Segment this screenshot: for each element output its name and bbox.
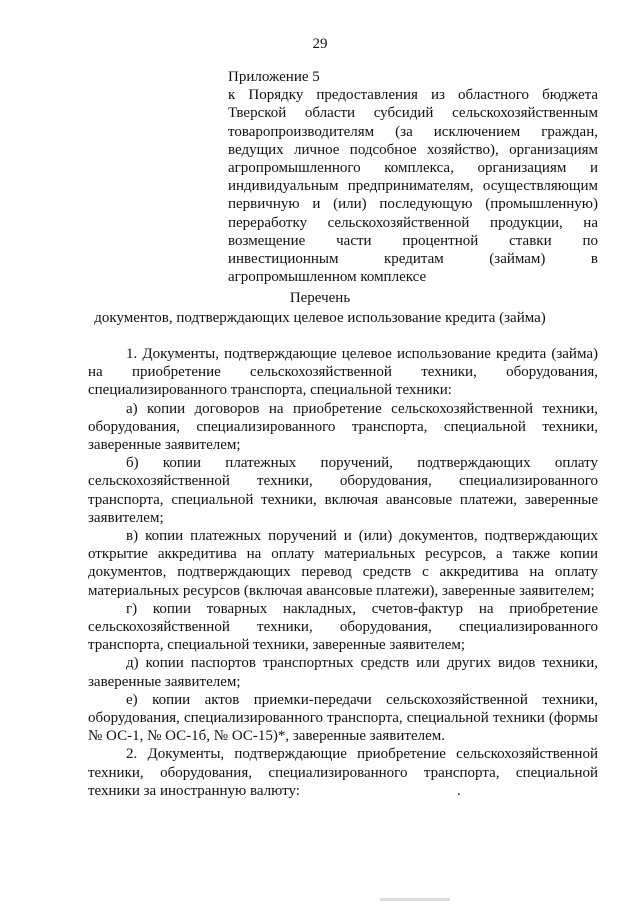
item-1b: б) копии платежных поручений, подтверждающих оплату сельскохозяйственной техники, оборудования, специализированного транспорта, специальной техники, включая авансовые платежи, заверенные заявителем;: [88, 455, 598, 526]
appendix-title: Приложение 5: [228, 69, 320, 85]
item-1d: д) копии паспортов транспортных средств или других видов техники, заверенные заявителем;: [88, 655, 598, 690]
list-title: Перечень: [289, 290, 351, 306]
page-number: 29: [312, 36, 328, 52]
item-1g: г) копии товарных накладных, счетов-фактур на приобретение сельскохозяйственной техники, оборудования, специализированного транспорта, специальной техники, заверенные заявителем;: [88, 600, 598, 654]
item-1e: е) копии актов приемки-передачи сельскохозяйственной техники, оборудования, специализированного транспорта, специальной техники (формы № ОС-1, № ОС-1б, № ОС-15)*, заверенные заявителем.: [88, 691, 598, 745]
appendix-text: к Порядку предоставления из областного бюджета Тверской области субсидий сельскохозяйственным товаропроизводителям (за исключением граждан, ведущих личное подсобное хозяйство), организациям агропромышленного комплекса, организациям и индивидуальным предпринимателям, осуществляющим первичную и (или) последующую (промышленную) переработку сельскохозяйственной продукции, на возмещение части процентной ставки по инвестиционным кредитам (займам) в агропромышленном комплексе: [228, 87, 598, 286]
appendix-block: [228, 68, 598, 286]
item-2: 2. Документы, подтверждающие приобретение сельскохозяйственной техники, оборудования, специализированного транспорта, специальной техники за иностранную валюту:: [88, 746, 598, 799]
scan-smudge: [380, 898, 450, 901]
list-subtitle: документов, подтверждающих целевое использование кредита (займа): [94, 310, 546, 326]
stray-mark: .: [457, 783, 461, 799]
item-1a: а) копии договоров на приобретение сельскохозяйственной техники, оборудования, специализированного транспорта, специальной техники, заверенные заявителем;: [88, 400, 598, 454]
item-1v: в) копии платежных поручений и (или) документов, подтверждающих открытие аккредитива на оплату материальных ресурсов, а также копии документов, подтверждающих перевод средств с аккредитива на оплату материальных ресурсов (включая авансовые платежи), заверенные заявителем;: [88, 528, 598, 599]
document-body: [88, 345, 598, 800]
item-1: 1. Документы, подтверждающие целевое использование кредита (займа) на приобретение сельскохозяйственной техники, оборудования, специализированного транспорта, специальной техники:: [88, 346, 598, 399]
